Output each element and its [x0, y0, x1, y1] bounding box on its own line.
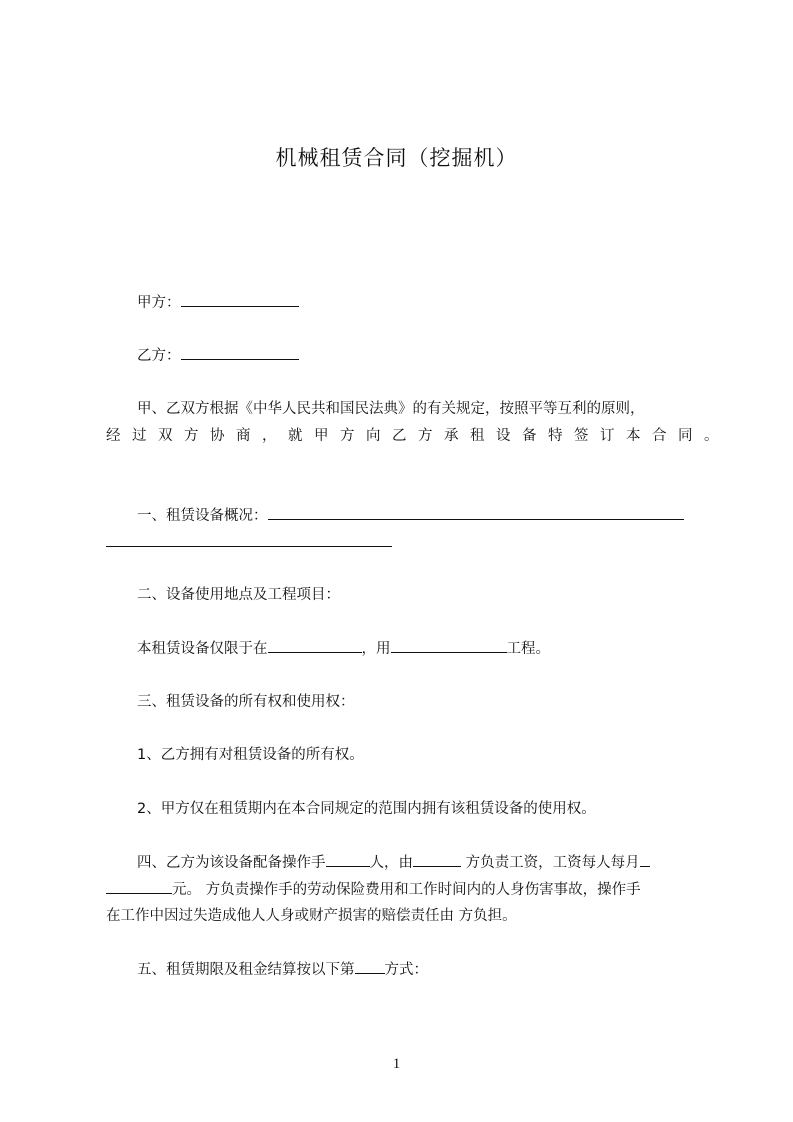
section-2-text-b: ，用 — [361, 641, 391, 657]
method-number-blank[interactable] — [355, 959, 385, 974]
location-blank[interactable] — [268, 638, 362, 653]
operator-count-blank[interactable] — [326, 852, 370, 867]
section-5-text-b: 方式： — [384, 962, 428, 978]
section-5-text-a: 五、租赁期限及租金结算按以下第 — [137, 962, 355, 978]
party-b-blank[interactable] — [181, 345, 299, 360]
section-5-line — [137, 959, 428, 980]
party-a-blank[interactable] — [181, 292, 299, 307]
project-blank[interactable] — [391, 638, 507, 653]
wage-party-blank[interactable] — [413, 852, 461, 867]
section-4-line-3: 在工作中因过失造成他人人身或财产损害的赔偿责任由 方负担。 — [106, 908, 517, 924]
section-3-heading: 三、租赁设备的所有权和使用权： — [137, 694, 355, 710]
section-4-line-1 — [137, 852, 650, 873]
section-1-line-2 — [106, 532, 392, 553]
wage-amount-blank-a[interactable] — [640, 852, 650, 867]
section-4-text-b: 人，由 — [369, 855, 413, 871]
party-a-label: 甲方： — [137, 295, 181, 311]
section-4-text-d: 元。 方负责操作手的劳动保险费用和工作时间内的人身伤害事故，操作手 — [172, 882, 641, 898]
wage-amount-blank-b[interactable] — [106, 879, 172, 894]
section-1-heading: 一、租赁设备概况： — [137, 508, 268, 524]
section-2-text — [137, 638, 550, 659]
section-4-text-c: 方负责工资，工资每人每月 — [461, 855, 640, 871]
page-number: 1 — [392, 1056, 401, 1072]
party-b-label: 乙方： — [137, 348, 181, 364]
section-3-item-2: 2、甲方仅在租赁期内在本合同规定的范围内拥有该租赁设备的使用权。 — [137, 801, 596, 817]
section-4-line-2 — [106, 879, 641, 900]
document-title: 机械租赁合同（挖掘机） — [275, 146, 518, 170]
preamble-line-1: 甲、乙双方根据《中华人民共和国民法典》的有关规定，按照平等互利的原则， — [137, 401, 645, 417]
party-a-line — [137, 292, 299, 313]
preamble-line-2: 经过双方协商，就甲方向乙方承租设备特签订本合同。 — [106, 428, 730, 444]
section-1-blank-a[interactable] — [268, 505, 684, 520]
section-3-item-1: 1、乙方拥有对租赁设备的所有权。 — [137, 747, 364, 763]
section-2-text-a: 本租赁设备仅限于在 — [137, 641, 268, 657]
section-2-text-c: 工程。 — [506, 641, 550, 657]
section-1-line — [137, 505, 684, 526]
party-b-line — [137, 345, 299, 366]
section-4-text-a: 四、乙方为该设备配备操作手 — [137, 855, 326, 871]
section-2-heading: 二、设备使用地点及工程项目： — [137, 587, 340, 603]
section-1-blank-b[interactable] — [106, 532, 392, 547]
